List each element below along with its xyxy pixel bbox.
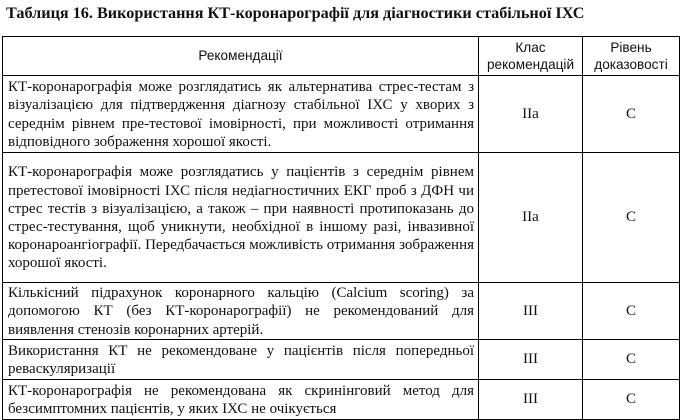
recommendations-table [2,36,680,420]
level-cell: C [583,380,680,420]
header-recommendations: Рекомендації [3,37,479,76]
level-cell: C [583,76,680,153]
header-class: Клас рекомендацій [479,37,583,76]
recommendation-text: КТ-коронарографія може розглядатись як альтернатива стрес-тестам з візуалізацією для підтвердження діагнозу стабільної ІХС у хворих з середнім рівнем пре-тестової імовірності, при можливості отримання відповідного зображення хорошої якості. [3,76,479,153]
table-row [3,283,680,340]
table-header-row [3,37,680,76]
class-cell: IIa [479,153,583,283]
table-row [3,76,680,153]
header-level: Рівень доказовості [583,37,680,76]
table-row [3,340,680,380]
class-cell: III [479,380,583,420]
recommendation-text: Кількісний підрахунок коронарного кальцію (Calcium scoring) за допомогою КТ (без КТ-коронарографії) не рекомендований для виявлення стенозів коронарних артерій. [3,283,479,340]
table-title: Таблиця 16. Використання КТ-коронарографії для діагностики стабільної ІХС [6,4,585,22]
recommendation-text: КТ-коронарографія може розглядатись у пацієнтів з середнім рівнем претестової імовірності ІХС після недіагностичних ЕКГ проб з ДФН чи стрес тестів з візуалізацією, а також – при наявності протипоказань до стрес-тестування, щоб уникнути, необхідної в іншому разі, інвазивної коронароангіографії. Передбачається можливість отримання зображення хорошої якості. [3,153,479,283]
table-row [3,153,680,283]
recommendation-text: КТ-коронарографія не рекомендована як скринінговий метод для безсимптомних пацієнтів, у яких ІХС не очікується [3,380,479,420]
recommendation-text: Використання КТ не рекомендоване у пацієнтів після попередньої реваскуляризації [3,340,479,380]
level-cell: C [583,340,680,380]
level-cell: C [583,283,680,340]
table-row [3,380,680,420]
level-cell: C [583,153,680,283]
class-cell: III [479,283,583,340]
class-cell: IIa [479,76,583,153]
class-cell: III [479,340,583,380]
